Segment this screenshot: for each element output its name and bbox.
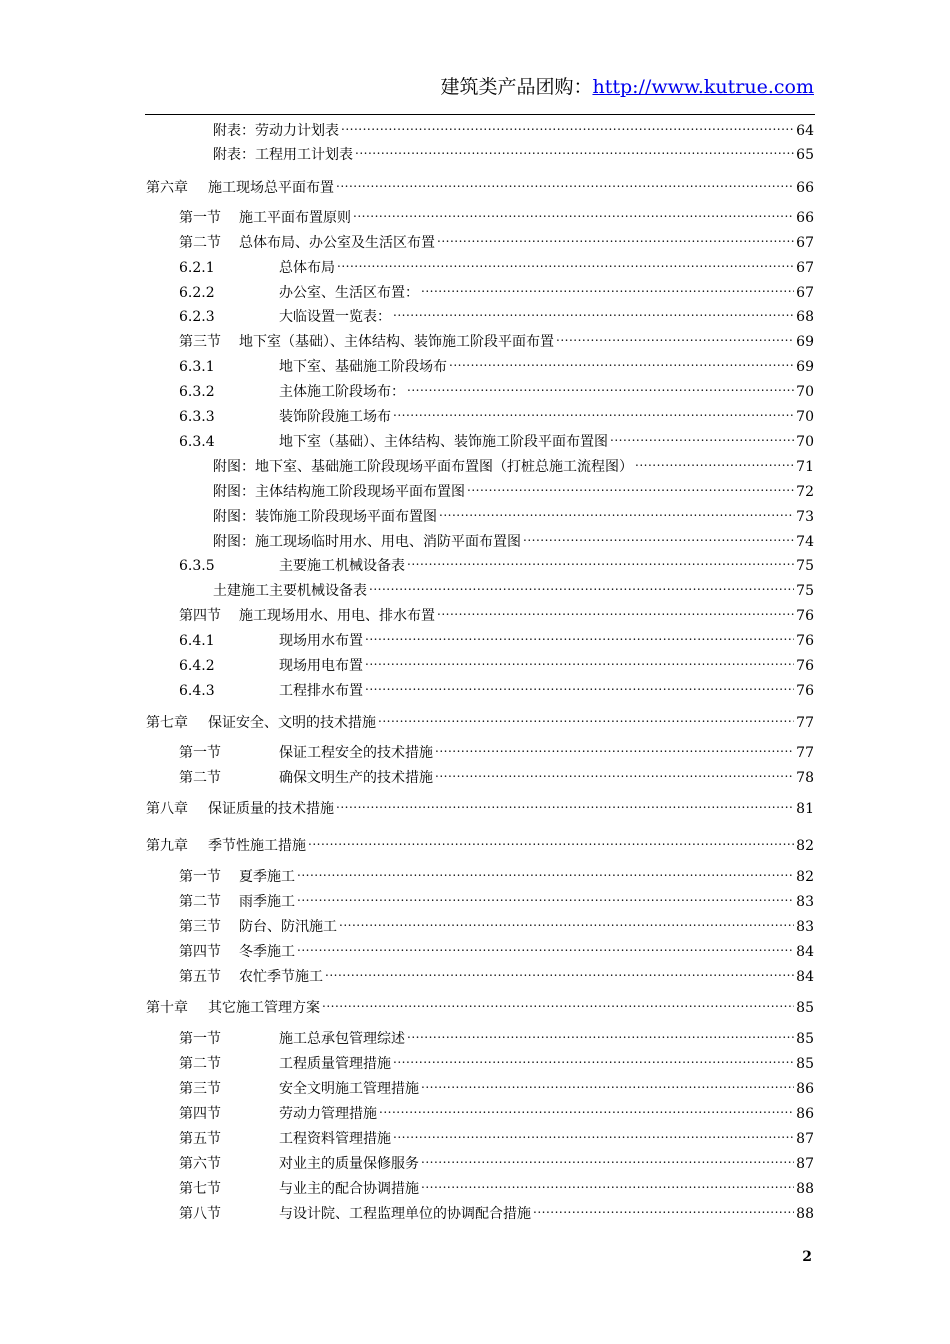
toc-entry[interactable] xyxy=(146,992,814,1016)
toc-leader-dots xyxy=(439,501,794,521)
toc-entry[interactable] xyxy=(213,139,814,163)
toc-entry[interactable] xyxy=(179,1198,814,1222)
toc-entry-number: 6.4.2 xyxy=(179,658,215,674)
toc-leader-dots xyxy=(365,650,794,670)
toc-entry[interactable] xyxy=(179,252,814,276)
toc-leader-dots xyxy=(339,911,794,931)
toc-entry-number: 第三节 xyxy=(179,334,221,350)
toc-leader-dots xyxy=(353,202,794,222)
toc-entry-number: 第二节 xyxy=(179,770,221,786)
toc-entry-number: 6.3.2 xyxy=(179,384,215,400)
toc-entry-page: 76 xyxy=(796,683,814,699)
toc-entry-page: 82 xyxy=(796,869,814,885)
toc-leader-dots xyxy=(297,936,794,956)
toc-entry[interactable] xyxy=(179,625,814,649)
toc-entry-title: 保证安全、文明的技术措施 xyxy=(208,715,376,731)
toc-entry-number: 第二节 xyxy=(179,894,221,910)
toc-entry-number: 第八节 xyxy=(179,1206,221,1222)
toc-entry[interactable] xyxy=(179,1023,814,1047)
toc-entry[interactable] xyxy=(179,550,814,574)
toc-entry-number: 第六章 xyxy=(146,180,188,196)
toc-entry-number: 第二节 xyxy=(179,235,221,251)
toc-leader-dots xyxy=(407,550,794,570)
toc-entry-number: 第一节 xyxy=(179,869,221,885)
toc-entry-page: 77 xyxy=(796,745,814,761)
toc-entry-title: 施工现场用水、用电、排水布置 xyxy=(239,608,435,624)
toc-entry-title: 地下室（基础）、主体结构、装饰施工阶段平面布置 xyxy=(239,334,554,350)
toc-entry[interactable] xyxy=(179,762,814,786)
toc-entry-page: 71 xyxy=(796,459,814,475)
toc-entry-number: 6.3.5 xyxy=(179,558,215,574)
toc-entry[interactable] xyxy=(179,1048,814,1072)
toc-entry-number: 6.4.1 xyxy=(179,633,215,649)
page-number: 2 xyxy=(802,1249,812,1265)
toc-entry-page: 74 xyxy=(796,534,814,550)
toc-entry-title: 工程资料管理措施 xyxy=(279,1131,391,1147)
toc-entry[interactable] xyxy=(179,326,814,350)
toc-entry-title: 安全文明施工管理措施 xyxy=(279,1081,419,1097)
toc-entry[interactable] xyxy=(179,426,814,450)
toc-entry-number: 第四节 xyxy=(179,944,221,960)
toc-entry-title: 总体布局 xyxy=(279,260,335,276)
toc-entry-page: 69 xyxy=(796,359,814,375)
toc-entry-page: 83 xyxy=(796,919,814,935)
toc-entry[interactable] xyxy=(146,707,814,731)
toc-entry-page: 70 xyxy=(796,434,814,450)
toc-entry-page: 64 xyxy=(796,123,814,139)
toc-entry-number: 第五节 xyxy=(179,1131,221,1147)
toc-entry-title: 附表：劳动力计划表 xyxy=(213,123,339,139)
toc-leader-dots xyxy=(449,351,794,371)
toc-entry-number: 6.2.3 xyxy=(179,309,215,325)
toc-entry-title: 与设计院、工程监理单位的协调配合措施 xyxy=(279,1206,531,1222)
toc-entry[interactable] xyxy=(179,1173,814,1197)
toc-entry[interactable] xyxy=(179,936,814,960)
toc-entry[interactable] xyxy=(179,737,814,761)
toc-entry[interactable] xyxy=(213,526,814,550)
toc-entry-title: 保证质量的技术措施 xyxy=(208,801,334,817)
toc-entry-page: 86 xyxy=(796,1081,814,1097)
toc-entry-page: 88 xyxy=(796,1181,814,1197)
toc-entry-title: 大临设置一览表： xyxy=(279,309,391,325)
toc-entry-number: 第八章 xyxy=(146,801,188,817)
toc-entry-page: 76 xyxy=(796,633,814,649)
toc-entry-title: 其它施工管理方案 xyxy=(208,1000,320,1016)
toc-entry-title: 夏季施工 xyxy=(239,869,295,885)
toc-entry-page: 66 xyxy=(796,210,814,226)
toc-entry[interactable] xyxy=(179,301,814,325)
toc-entry-title: 工程质量管理措施 xyxy=(279,1056,391,1072)
toc-entry-number: 6.3.1 xyxy=(179,359,215,375)
toc-entry-page: 70 xyxy=(796,384,814,400)
toc-entry-page: 88 xyxy=(796,1206,814,1222)
toc-entry-page: 86 xyxy=(796,1106,814,1122)
toc-entry-title: 施工平面布置原则 xyxy=(239,210,351,226)
toc-leader-dots xyxy=(297,886,794,906)
toc-leader-dots xyxy=(365,675,794,695)
toc-entry[interactable] xyxy=(179,911,814,935)
toc-leader-dots xyxy=(610,426,794,446)
toc-entry-number: 第十章 xyxy=(146,1000,188,1016)
toc-leader-dots xyxy=(421,1073,794,1093)
toc-leader-dots xyxy=(533,1198,794,1218)
toc-entry-page: 68 xyxy=(796,309,814,325)
toc-entry[interactable] xyxy=(213,451,814,475)
toc-entry-page: 83 xyxy=(796,894,814,910)
toc-entry-number: 第四节 xyxy=(179,1106,221,1122)
toc-entry-page: 81 xyxy=(796,801,814,817)
toc-entry-number: 6.2.1 xyxy=(179,260,215,276)
toc-entry-number: 6.3.3 xyxy=(179,409,215,425)
toc-entry-number: 第四节 xyxy=(179,608,221,624)
toc-leader-dots xyxy=(378,707,794,727)
toc-entry-page: 75 xyxy=(796,583,814,599)
toc-entry-page: 65 xyxy=(796,147,814,163)
toc-leader-dots xyxy=(369,575,794,595)
toc-entry[interactable] xyxy=(179,886,814,910)
toc-entry[interactable] xyxy=(179,600,814,624)
toc-entry-title: 办公室、生活区布置： xyxy=(279,285,419,301)
toc-leader-dots xyxy=(337,252,794,272)
toc-entry-page: 75 xyxy=(796,558,814,574)
toc-leader-dots xyxy=(467,476,794,496)
toc-entry-title: 地下室（基础）、主体结构、装饰施工阶段平面布置图 xyxy=(279,434,608,450)
toc-entry-page: 78 xyxy=(796,770,814,786)
toc-leader-dots xyxy=(556,326,794,346)
toc-leader-dots xyxy=(523,526,794,546)
toc-leader-dots xyxy=(355,139,794,159)
toc-entry-page: 82 xyxy=(796,838,814,854)
toc-entry[interactable] xyxy=(213,115,814,139)
toc-leader-dots xyxy=(435,737,794,757)
toc-entry-number: 第一节 xyxy=(179,1031,221,1047)
toc-leader-dots xyxy=(635,451,794,471)
toc-entry[interactable] xyxy=(179,1148,814,1172)
toc-entry-number: 第一节 xyxy=(179,745,221,761)
toc-entry-page: 69 xyxy=(796,334,814,350)
toc-leader-dots xyxy=(379,1098,794,1118)
toc-entry-page: 84 xyxy=(796,944,814,960)
toc-entry-number: 第六节 xyxy=(179,1156,221,1172)
toc-entry-title: 防台、防汛施工 xyxy=(239,919,337,935)
toc-entry[interactable] xyxy=(179,401,814,425)
toc-entry-title: 工程排水布置 xyxy=(279,683,363,699)
toc-entry[interactable] xyxy=(179,1073,814,1097)
toc-leader-dots xyxy=(341,115,794,135)
toc-entry[interactable] xyxy=(213,575,814,599)
toc-entry-page: 66 xyxy=(796,180,814,196)
toc-leader-dots xyxy=(421,277,794,297)
toc-entry[interactable] xyxy=(179,351,814,375)
toc-entry-number: 第七节 xyxy=(179,1181,221,1197)
toc-entry[interactable] xyxy=(213,476,814,500)
toc-entry[interactable] xyxy=(213,501,814,525)
toc-entry-title: 主体施工阶段场布： xyxy=(279,384,405,400)
toc-entry-page: 85 xyxy=(796,1056,814,1072)
toc-leader-dots xyxy=(393,301,794,321)
toc-entry-title: 现场用水布置 xyxy=(279,633,363,649)
toc-entry-number: 第三节 xyxy=(179,1081,221,1097)
toc-entry[interactable] xyxy=(179,376,814,400)
toc-entry-page: 76 xyxy=(796,658,814,674)
toc-entry-title: 现场用电布置 xyxy=(279,658,363,674)
toc-entry-page: 70 xyxy=(796,409,814,425)
toc-entry-page: 76 xyxy=(796,608,814,624)
toc-entry-title: 附表：工程用工计划表 xyxy=(213,147,353,163)
header-prefix: 建筑类产品团购： xyxy=(440,76,593,98)
toc-leader-dots xyxy=(393,1048,794,1068)
toc-entry-page: 77 xyxy=(796,715,814,731)
toc-leader-dots xyxy=(365,625,794,645)
toc-entry-page: 87 xyxy=(796,1156,814,1172)
toc-entry-title: 土建施工主要机械设备表 xyxy=(213,583,367,599)
toc-entry-title: 农忙季节施工 xyxy=(239,969,323,985)
toc-entry[interactable] xyxy=(179,1123,814,1147)
toc-entry-page: 84 xyxy=(796,969,814,985)
toc-entry[interactable] xyxy=(179,675,814,699)
toc-entry[interactable] xyxy=(146,830,814,854)
toc-entry-number: 第七章 xyxy=(146,715,188,731)
toc-leader-dots xyxy=(435,762,794,782)
toc-entry-title: 与业主的配合协调措施 xyxy=(279,1181,419,1197)
toc-entry-number: 6.4.3 xyxy=(179,683,215,699)
toc-entry-title: 施工总承包管理综述 xyxy=(279,1031,405,1047)
toc-entry[interactable] xyxy=(179,861,814,885)
toc-entry-page: 67 xyxy=(796,260,814,276)
toc-entry-page: 85 xyxy=(796,1031,814,1047)
toc-entry-number: 第二节 xyxy=(179,1056,221,1072)
toc-entry[interactable] xyxy=(179,277,814,301)
toc-entry-title: 施工现场总平面布置 xyxy=(208,180,334,196)
toc-entry-title: 附图：装饰施工阶段现场平面布置图 xyxy=(213,509,437,525)
toc-entry-title: 地下室、基础施工阶段场布 xyxy=(279,359,447,375)
toc-leader-dots xyxy=(407,376,794,396)
toc-leader-dots xyxy=(297,861,794,881)
toc-entry-number: 6.2.2 xyxy=(179,285,215,301)
toc-entry-number: 第三节 xyxy=(179,919,221,935)
toc-leader-dots xyxy=(336,793,794,813)
toc-entry-title: 对业主的质量保修服务 xyxy=(279,1156,419,1172)
toc-entry-number: 6.3.4 xyxy=(179,434,215,450)
toc-leader-dots xyxy=(421,1148,794,1168)
toc-entry-page: 87 xyxy=(796,1131,814,1147)
toc-entry[interactable] xyxy=(179,227,814,251)
toc-entry-page: 67 xyxy=(796,235,814,251)
toc-entry-title: 装饰阶段施工场布 xyxy=(279,409,391,425)
toc-entry-title: 劳动力管理措施 xyxy=(279,1106,377,1122)
toc-entry-page: 73 xyxy=(796,509,814,525)
toc-entry-title: 确保文明生产的技术措施 xyxy=(279,770,433,786)
toc-entry[interactable] xyxy=(179,202,814,226)
toc-entry-title: 主要施工机械设备表 xyxy=(279,558,405,574)
toc-leader-dots xyxy=(407,1023,794,1043)
toc-entry[interactable] xyxy=(179,961,814,985)
toc-entry-title: 附图：地下室、基础施工阶段现场平面布置图（打桩总施工流程图） xyxy=(213,459,633,475)
toc-leader-dots xyxy=(308,830,794,850)
toc-leader-dots xyxy=(393,401,794,421)
toc-entry-title: 雨季施工 xyxy=(239,894,295,910)
toc-leader-dots xyxy=(325,961,794,981)
toc-leader-dots xyxy=(322,992,794,1012)
toc-leader-dots xyxy=(393,1123,794,1143)
toc-leader-dots xyxy=(336,172,794,192)
toc-entry-title: 冬季施工 xyxy=(239,944,295,960)
toc-entry-number: 第一节 xyxy=(179,210,221,226)
toc-entry-title: 总体布局、办公室及生活区布置 xyxy=(239,235,435,251)
toc-entry-page: 67 xyxy=(796,285,814,301)
toc-entry[interactable] xyxy=(146,172,814,196)
header-link[interactable]: http://www.kutrue.com xyxy=(592,76,814,98)
toc-entry[interactable] xyxy=(179,650,814,674)
toc-entry[interactable] xyxy=(179,1098,814,1122)
toc-entry-page: 85 xyxy=(796,1000,814,1016)
toc-entry-title: 附图：施工现场临时用水、用电、消防平面布置图 xyxy=(213,534,521,550)
toc-leader-dots xyxy=(421,1173,794,1193)
toc-entry-title: 附图：主体结构施工阶段现场平面布置图 xyxy=(213,484,465,500)
toc-leader-dots xyxy=(437,600,794,620)
toc-entry-page: 72 xyxy=(796,484,814,500)
toc-entry-title: 季节性施工措施 xyxy=(208,838,306,854)
toc-entry-number: 第五节 xyxy=(179,969,221,985)
toc-leader-dots xyxy=(437,227,794,247)
toc-entry[interactable] xyxy=(146,793,814,817)
toc-entry-number: 第九章 xyxy=(146,838,188,854)
toc-entry-title: 保证工程安全的技术措施 xyxy=(279,745,433,761)
